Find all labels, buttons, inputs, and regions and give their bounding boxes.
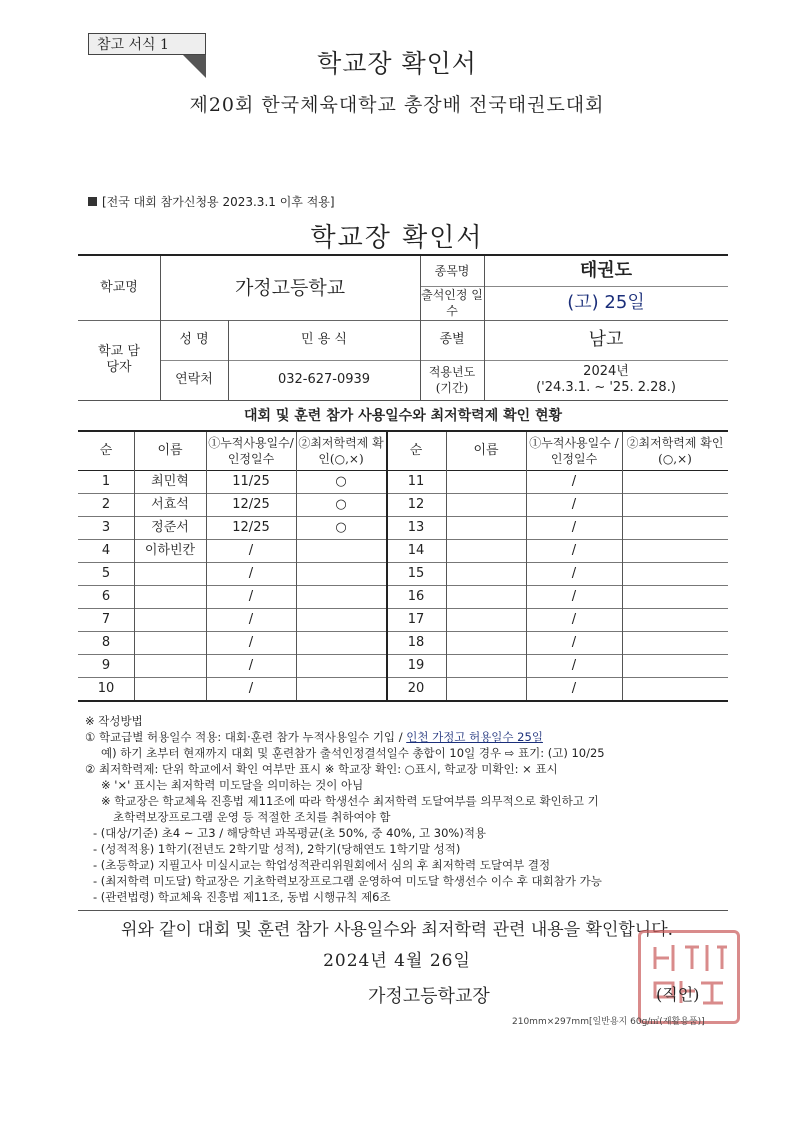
document-title: 학교장 확인서 <box>317 49 477 78</box>
year-label: 적용년도 (기간) <box>428 365 476 395</box>
cell-name <box>134 608 206 631</box>
cell-name2 <box>446 585 526 608</box>
cell-name2 <box>446 631 526 654</box>
header-name-2: 이름 <box>473 443 499 458</box>
cell-check <box>296 608 386 631</box>
cell-days2: / <box>571 680 577 696</box>
header-no-2: 순 <box>409 443 423 458</box>
cell-days: / <box>248 611 254 627</box>
cell-name2 <box>446 539 526 562</box>
note-4: ※ 학교장은 학교체육 진흥법 제11조에 따라 학생선수 최저학력 도달여부를 의무적으로 확인하고 기 <box>101 794 599 808</box>
note-5: - (대상/기준) 초4 ~ 고3 / 해당학년 과목평균(초 50%, 중 40%, 고 30%)적용 <box>93 826 487 840</box>
cell-days2: / <box>571 542 577 558</box>
cell-name2 <box>446 608 526 631</box>
table-row-rule <box>78 700 728 702</box>
note-1 <box>85 729 725 745</box>
application-notice <box>88 193 335 210</box>
note-8: - (최저학력 미도달) 학교장은 기초학력보장프로그램 운영하여 미도달 학생선수 이수 후 대회참가 가능 <box>93 874 602 888</box>
notes-bottom-rule <box>78 910 728 911</box>
cell-no2: 20 <box>407 680 425 696</box>
cell-no: 10 <box>97 680 115 696</box>
seal-label: (직인) <box>656 985 700 1004</box>
info-table-bottom-rule <box>78 400 728 401</box>
cell-check2 <box>622 516 728 539</box>
cell-name2 <box>446 677 526 700</box>
year-value-cell <box>484 360 728 400</box>
cell-name2 <box>446 562 526 585</box>
cell-no: 2 <box>101 496 111 512</box>
cell-check2 <box>622 493 728 516</box>
sport-label: 종목명 <box>434 264 470 278</box>
cell-no: 4 <box>101 542 111 558</box>
cell-days: / <box>248 657 254 673</box>
cell-days2: / <box>571 473 577 489</box>
staff-name-label: 성 명 <box>179 332 209 347</box>
cell-check2 <box>622 539 728 562</box>
paper-spec-footer: 210mm×297mm[일반용지 60g/㎡(재활용품)] <box>512 1017 705 1027</box>
cell-no2: 17 <box>407 611 425 627</box>
cell-no: 8 <box>101 634 111 650</box>
cell-check: ○ <box>335 496 347 512</box>
principal-signature: 가정고등학교장 <box>368 986 490 1007</box>
cell-check <box>296 631 386 654</box>
cell-check2 <box>622 562 728 585</box>
header-name: 이름 <box>157 443 183 458</box>
cell-no2: 16 <box>407 588 425 604</box>
cell-check <box>296 539 386 562</box>
cell-no2: 18 <box>407 634 425 650</box>
cell-name <box>134 585 206 608</box>
note-9: - (관련법령) 학교체육 진흥법 제11조, 동법 시행규칙 제6조 <box>93 890 391 904</box>
school-name-label: 학교명 <box>100 280 138 295</box>
cell-no2: 12 <box>407 496 425 512</box>
cell-days2: / <box>571 519 577 535</box>
header-no: 순 <box>99 443 113 458</box>
cell-no: 6 <box>101 588 111 604</box>
cell-check <box>296 585 386 608</box>
note-2: ② 최저학력제: 단위 학교에서 확인 여부만 표시 ※ 학교장 확인: ○표시, 학교장 미확인: × 표시 <box>85 762 558 776</box>
cell-no: 3 <box>101 519 111 535</box>
sport-value: 태권도 <box>579 260 633 281</box>
cell-no2: 11 <box>407 473 425 489</box>
note-7: - (초등학교) 지필고사 미실시교는 학업성적관리위원회에서 심의 후 최저학력 도달여부 결정 <box>93 858 551 872</box>
event-title: 제20회 한국체육대학교 총장배 전국태권도대회 <box>189 94 605 116</box>
header-days-2: ①누적사용일수 /인정일수 <box>529 436 619 466</box>
cell-check2 <box>622 654 728 677</box>
cell-name2 <box>446 470 526 493</box>
staff-name-value: 민 용 식 <box>301 332 347 347</box>
cell-days: 12/25 <box>232 496 270 512</box>
cell-check2 <box>622 631 728 654</box>
cell-name: 최민혁 <box>151 473 189 489</box>
contact-value: 032-627-0939 <box>277 372 371 387</box>
reference-form-label: 참고 서식 1 <box>88 33 206 55</box>
cell-no2: 13 <box>407 519 425 535</box>
cell-check2 <box>622 585 728 608</box>
gender-label: 종별 <box>439 332 465 347</box>
staff-label: 학교 담당자 <box>98 344 140 375</box>
attendance-value: (고) 25일 <box>567 292 645 313</box>
note-3: ※ '×' 표시는 최저학력 미도달을 의미하는 것이 아님 <box>101 778 364 792</box>
note-1-text: ① 학교급별 허용일수 적용: 대회·훈련 참가 누적사용일수 기입 / <box>85 730 407 744</box>
note-4-cont: 초학력보장프로그램 운영 등 적절한 조치를 취하여야 함 <box>113 810 391 824</box>
cell-days2: / <box>571 588 577 604</box>
cell-name: 서효석 <box>151 496 189 512</box>
attendance-label: 출석인정 일수 <box>421 288 483 318</box>
cell-check <box>296 654 386 677</box>
issue-date: 2024년 4월 26일 <box>323 951 471 971</box>
cell-days2: / <box>571 634 577 650</box>
cell-days: / <box>248 565 254 581</box>
cell-check2 <box>622 677 728 700</box>
cell-days: / <box>248 680 254 696</box>
form-title: 학교장 확인서 <box>310 223 484 253</box>
cell-no2: 15 <box>407 565 425 581</box>
school-seal-stamp <box>638 930 740 1024</box>
allowance-link[interactable]: 인천 가정고 허용일수 25일 <box>406 730 543 744</box>
year-value: 2024년 <box>583 364 629 379</box>
header-check: ②최저학력제 확인(○,×) <box>298 436 384 466</box>
contact-label: 연락처 <box>175 372 213 387</box>
seal-icon <box>641 933 737 1021</box>
note-1-example: 예) 하기 초부터 현재까지 대회 및 훈련참가 출석인정결석일수 총합이 10일 경우 ⇨ 표기: (고) 10/25 <box>101 746 605 760</box>
cell-no: 9 <box>101 657 111 673</box>
cell-days: / <box>248 542 254 558</box>
period-value: ('24.3.1. ~ '25. 2.28.) <box>536 380 676 395</box>
instructions-heading: ※ 작성방법 <box>85 714 143 728</box>
school-name-value: 가정고등학교 <box>234 277 346 299</box>
cell-days: 11/25 <box>232 473 270 489</box>
cell-check: ○ <box>335 473 347 489</box>
cell-days2: / <box>571 657 577 673</box>
cell-name: 이하빈칸 <box>144 542 196 558</box>
cell-no2: 14 <box>407 542 425 558</box>
cell-days: 12/25 <box>232 519 270 535</box>
instructions <box>85 713 725 905</box>
cell-check <box>296 562 386 585</box>
cell-name: 정준서 <box>151 519 189 535</box>
header-check-2: ②최저학력제 확인(○,×) <box>626 436 724 466</box>
cell-name2 <box>446 516 526 539</box>
cell-check: ○ <box>335 519 347 535</box>
confirmation-statement: 위와 같이 대회 및 훈련 참가 사용일수와 최저학력 관련 내용을 확인합니다. <box>120 920 674 940</box>
cell-name <box>134 677 206 700</box>
cell-check2 <box>622 470 728 493</box>
cell-name2 <box>446 654 526 677</box>
cell-name <box>134 654 206 677</box>
cell-no: 5 <box>101 565 111 581</box>
cell-name <box>134 562 206 585</box>
cell-check2 <box>622 608 728 631</box>
cell-days: / <box>248 634 254 650</box>
notice-text: [전국 대회 참가신청용 2023.3.1 이후 적용] <box>102 195 335 209</box>
cell-days2: / <box>571 611 577 627</box>
header-days: ①누적사용일수/인정일수 <box>208 436 294 466</box>
cell-no: 1 <box>101 473 111 489</box>
gender-value: 남고 <box>588 329 624 350</box>
cell-no: 7 <box>101 611 111 627</box>
cell-days2: / <box>571 496 577 512</box>
cell-days2: / <box>571 565 577 581</box>
square-bullet-icon <box>88 197 97 206</box>
cell-check <box>296 677 386 700</box>
note-6: - (성적적용) 1학기(전년도 2학기말 성적), 2학기(당해연도 1학기말 성적) <box>93 842 461 856</box>
cell-days: / <box>248 588 254 604</box>
usage-table-title: 대회 및 훈련 참가 사용일수와 최저학력제 확인 현황 <box>243 408 563 424</box>
cell-name <box>134 631 206 654</box>
cell-name2 <box>446 493 526 516</box>
cell-no2: 19 <box>407 657 425 673</box>
